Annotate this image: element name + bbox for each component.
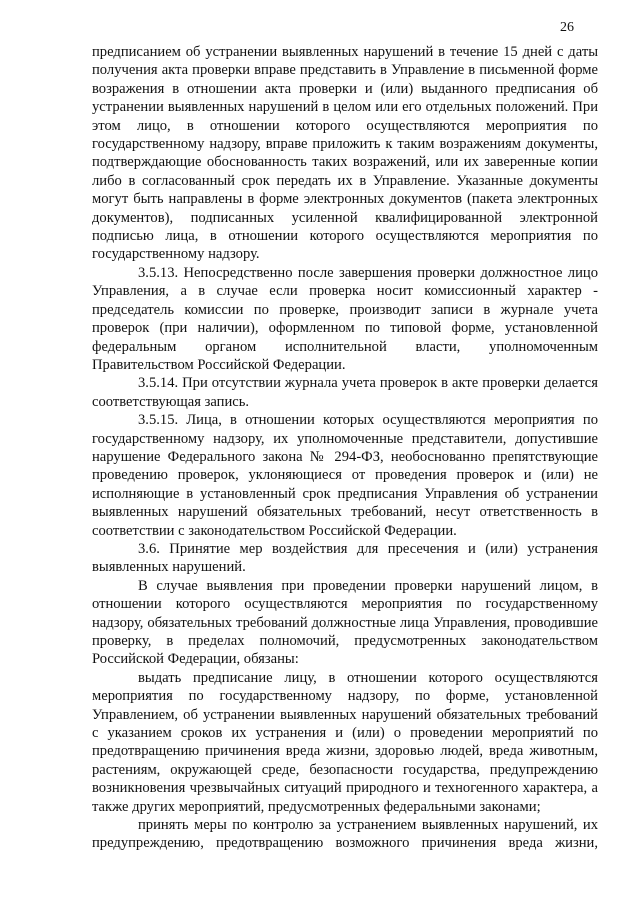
page-number: 26 <box>560 20 574 35</box>
paragraph-3-5-13: 3.5.13. Непосредственно после завершения проверки должностное лицо Управления, а в случае если проверка носит комиссионный характер - председатель комиссии по проверке, производит записи в журнале учета проверок (при наличии), оформленном по типовой форме, установленной федеральным органом исполнительной власти, уполномоченным Правительством Российской Федерации. <box>92 264 598 373</box>
document-body <box>92 43 598 853</box>
section-3-6-heading: 3.6. Принятие мер воздействия для пресечения и (или) устранения выявленных нарушений. <box>92 540 598 576</box>
paragraph-objections-continuation: предписанием об устранении выявленных нарушений в течение 15 дней с даты получения акта проверки вправе представить в Управление в письменной форме возражения в отношении акта проверки и (или) выданного предписания об устранении выявленных нарушений в целом или его отдельных положений. При этом лицо, в отношении которого осуществляются мероприятия по государственному надзору, вправе приложить к таким возражениям документы, подтверждающие обоснованность таких возражений, или их заверенные копии либо в согласованный срок передать их в Управление. Указанные документы могут быть направлены в форме электронных документов (пакета электронных документов), подписанных усиленной квалифицированной электронной подписью лица, в отношении которого осуществляются мероприятия по государственному надзору. <box>92 44 598 263</box>
paragraph-violations-found: В случае выявления при проведении проверки нарушений лицом, в отношении которого осуществляются мероприятия по государственному надзору, обязательных требований должностные лица Управления, проводившие проверку, в пределах полномочий, предусмотренных законодательством Российской Федерации, обязаны: <box>92 577 598 668</box>
paragraph-take-measures: принять меры по контролю за устранением выявленных нарушений, их предупреждению, предотвращению возможного причинения вреда жизни, <box>92 817 598 852</box>
paragraph-3-5-15: 3.5.15. Лица, в отношении которых осуществляются мероприятия по государственному надзору, их уполномоченные представители, допустившие нарушение Федерального закона № 294-ФЗ, необоснованно препятствующие проведению проверок, уклоняющиеся от проведения проверок и (или) не исполняющие в установленный срок предписания Управления об устранении выявленных нарушений обязательных требований, несут ответственность в соответствии с законодательством Российской Федерации. <box>92 412 598 539</box>
paragraph-3-5-14: 3.5.14. При отсутствии журнала учета проверок в акте проверки делается соответствующая запись. <box>92 375 598 410</box>
paragraph-issue-order: выдать предписание лицу, в отношении которого осуществляются мероприятия по государственному надзору, по форме, установленной Управлением, об устранении выявленных нарушений обязательных требований с указанием сроков их устранения и (или) о проведении мероприятий по предотвращению причинения вреда жизни, здоровью людей, вреда животным, растениям, окружающей среде, безопасности государства, предупреждению возникновения чрезвычайных ситуаций природного и техногенного характера, а также других мероприятий, предусмотренных федеральными законами; <box>92 669 598 815</box>
